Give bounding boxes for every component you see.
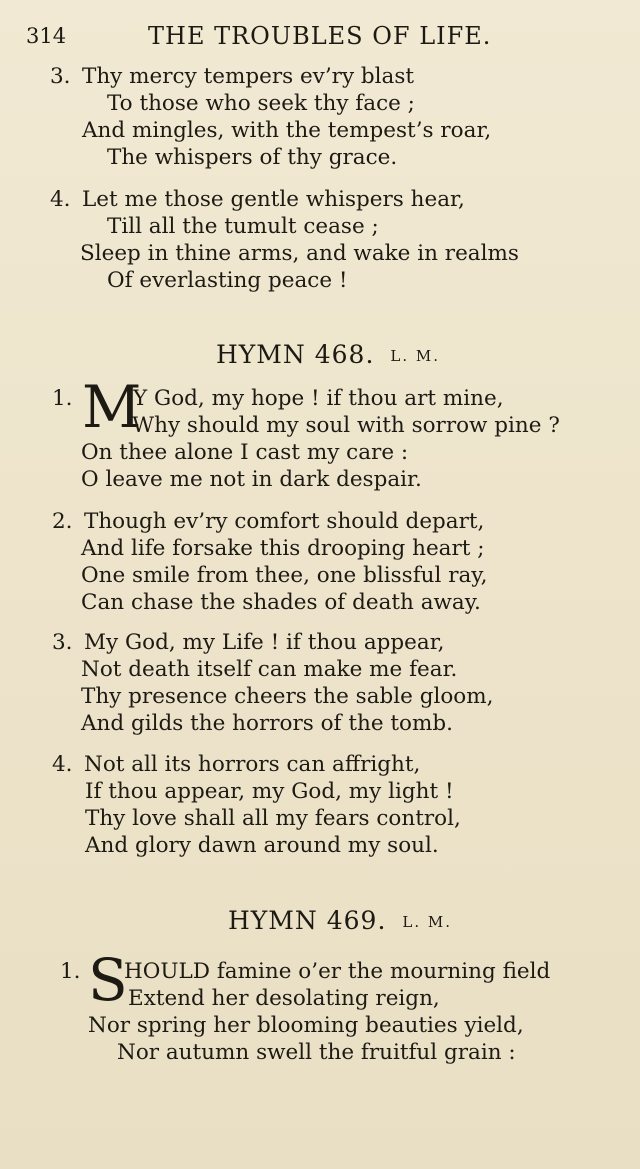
stanza-number: 1. [60,959,81,984]
verse-line: Y God, my hope ! if thou art mine, [133,386,504,411]
verse-line: Of everlasting peace ! [107,268,348,293]
stanza-number: 3. [52,630,73,655]
verse-line: Thy mercy tempers ev’ry blast [82,64,415,89]
verse-line: Why should my soul with sorrow pine ? [132,413,560,438]
hymn-number: HYMN 469. [228,906,387,935]
stanza-number: 3. [50,64,71,89]
verse-line: On thee alone I cast my care : [81,440,409,465]
stanza-number: 4. [52,752,73,777]
verse-line: The whispers of thy grace. [107,145,398,170]
hymn-meter: L. M. [402,913,453,931]
verse-line: And glory dawn around my soul. [85,833,439,858]
hymn-title [228,906,452,935]
verse-line: Nor autumn swell the fruitful grain : [117,1040,516,1065]
running-title: THE TROUBLES OF LIFE. [148,22,492,50]
verse-line: Let me those gentle whispers hear, [82,187,465,212]
verse-line: Extend her desolating reign, [128,986,440,1011]
stanza-number: 2. [52,509,73,534]
stanza-number: 4. [50,187,71,212]
verse-line: O leave me not in dark despair. [81,467,422,492]
page-number: 314 [26,24,67,48]
verse-line: Sleep in thine arms, and wake in realms [80,241,519,266]
verse-line: One smile from thee, one blissful ray, [81,563,488,588]
page-header [26,22,626,54]
verse-line: If thou appear, my God, my light ! [85,779,454,804]
verse-line: Though ev’ry comfort should depart, [84,509,485,534]
verse-line: Not all its horrors can affright, [84,752,421,777]
verse-line: My God, my Life ! if thou appear, [84,630,445,655]
verse-line: And mingles, with the tempest’s roar, [82,118,492,143]
verse-line: Can chase the shades of death away. [81,590,481,615]
verse-line: And gilds the horrors of the tomb. [81,711,453,736]
verse-line: HOULD famine o’er the mourning field [124,959,551,984]
hymn-meter: L. M. [390,347,441,365]
hymn-title [216,340,440,369]
verse-line: To those who seek thy face ; [107,91,415,116]
verse-line: And life forsake this drooping heart ; [81,536,485,561]
drop-cap: S [88,946,128,1014]
drop-cap: M [82,373,142,441]
verse-line: Till all the tumult cease ; [107,214,379,239]
verse-line: Nor spring her blooming beauties yield, [88,1013,524,1038]
hymn-number: HYMN 468. [216,340,375,369]
stanza-number: 1. [52,386,73,411]
verse-line: Not death itself can make me fear. [81,657,458,682]
verse-line: Thy love shall all my fears control, [85,806,461,831]
verse-line: Thy presence cheers the sable gloom, [81,684,494,709]
